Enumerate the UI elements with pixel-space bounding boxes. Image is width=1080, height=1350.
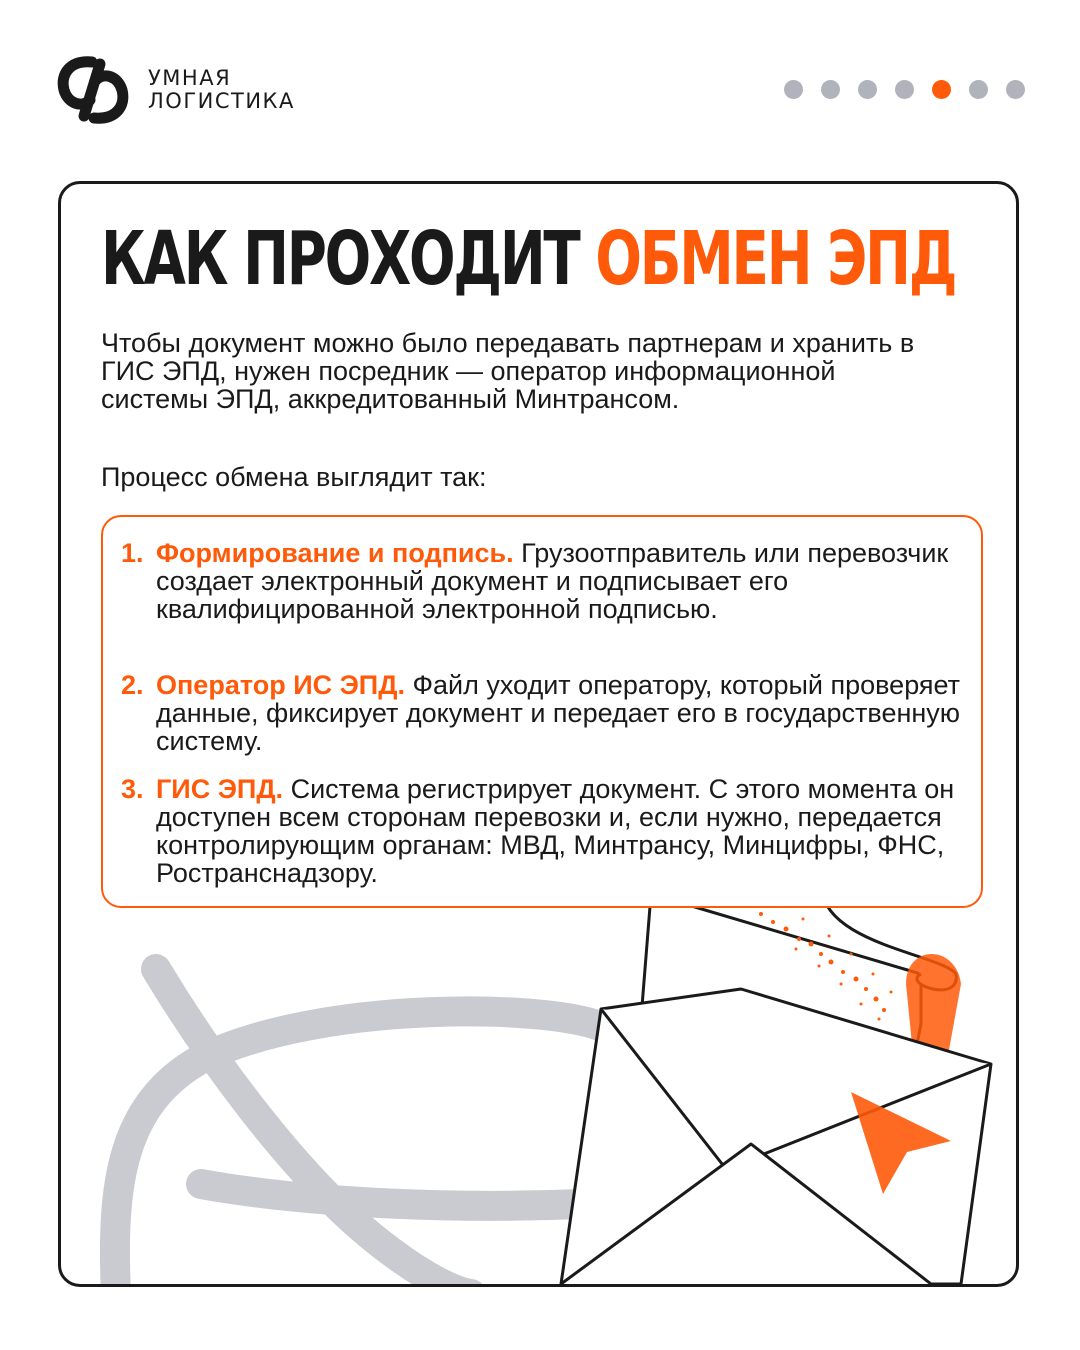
step-text: Система регистрирует документ. С этого момента он доступен всем сторонам перевозки и, если нужно, передается контролирующим органам: МВД, Минтрансу, Минцифры, ФНС, Ространснадзору. xyxy=(156,774,955,888)
title-part-2-accent: ОБМЕН ЭПД xyxy=(595,216,956,302)
lead-text: Процесс обмена выглядит так: xyxy=(101,462,487,492)
orbit-decoration xyxy=(115,969,606,1287)
pagination-dot[interactable] xyxy=(1006,80,1025,99)
brand-line-1: УМНАЯ xyxy=(148,66,232,90)
brand-line-2: ЛОГИСТИКА xyxy=(148,89,295,113)
step-text: Грузоотправитель или перевозчик создает электронный документ и подписывает его квалифицированной электронной подписью. xyxy=(156,538,949,624)
pagination-dot[interactable] xyxy=(821,80,840,99)
content-card xyxy=(58,181,1019,1287)
steps-box xyxy=(101,515,983,908)
step-number: 3. xyxy=(121,774,144,804)
pagination-dot[interactable] xyxy=(895,80,914,99)
brand-logo-mark-icon xyxy=(56,56,130,124)
slide-pagination xyxy=(784,80,1025,99)
step-item xyxy=(121,539,961,623)
step-heading: ГИС ЭПД. xyxy=(156,774,284,804)
step-number: 2. xyxy=(121,670,144,700)
pagination-dot[interactable] xyxy=(969,80,988,99)
title-part-1: КАК ПРОХОДИТ xyxy=(101,216,579,302)
step-item xyxy=(121,671,961,755)
step-heading: Формирование и подпись. xyxy=(156,538,514,568)
pagination-dot-active[interactable] xyxy=(932,80,951,99)
pagination-dot[interactable] xyxy=(858,80,877,99)
brand-name xyxy=(148,67,295,113)
step-heading: Оператор ИС ЭПД. xyxy=(156,670,405,700)
brand-logo xyxy=(56,56,295,124)
step-item xyxy=(121,775,961,887)
step-text: Файл уходит оператору, который проверяет данные, фиксирует документ и передает его в государственную систему. xyxy=(156,670,961,756)
step-number: 1. xyxy=(121,538,144,568)
pagination-dot[interactable] xyxy=(784,80,803,99)
intro-paragraph: Чтобы документ можно было передавать партнерам и хранить в ГИС ЭПД, нужен посредник — оператор информационной системы ЭПД, аккредитованный Минтрансом. xyxy=(101,328,915,414)
